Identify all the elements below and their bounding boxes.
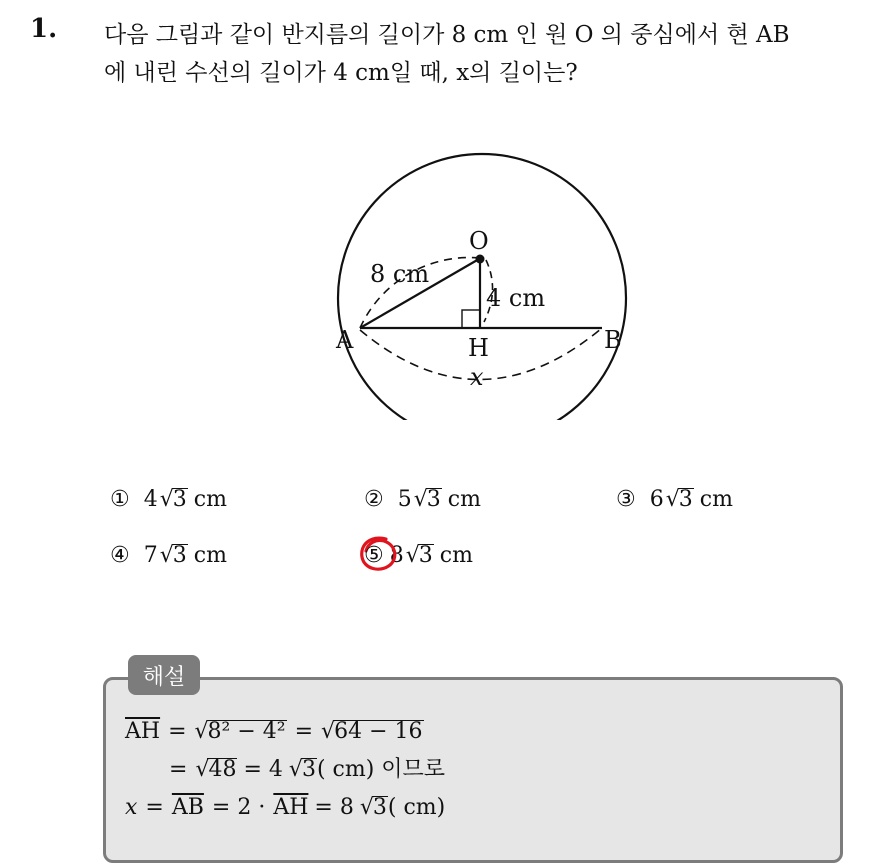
center-point — [476, 255, 485, 264]
choice-coef: 6 — [649, 487, 664, 512]
equals-sign: = — [169, 757, 188, 782]
choice-unit: cm — [193, 543, 227, 568]
solution-tail: ( cm) — [387, 795, 446, 820]
equals-sign: = — [168, 719, 187, 744]
segment-AB: $\overline{AB}$ — [171, 795, 204, 820]
choice-value: 8 √3 cm — [389, 543, 473, 568]
choice-radicand: 3 — [426, 487, 441, 512]
segment-AH: $\overline{AH}$ — [273, 795, 309, 820]
choice-value: 4 √3 cm — [143, 487, 227, 512]
radicand: 8² − 4² — [207, 719, 286, 744]
choice-3[interactable] — [616, 487, 733, 512]
choice-coef: 4 — [143, 487, 158, 512]
label-x: x — [470, 363, 484, 391]
choice-coef: 5 — [397, 487, 412, 512]
question-number: 1. — [30, 14, 58, 44]
label-O: O — [469, 227, 489, 255]
solution-tag: 해설 — [128, 655, 200, 695]
circle-figure — [320, 140, 640, 420]
choice-4[interactable] — [110, 543, 227, 568]
right-angle-mark — [462, 310, 480, 328]
choice-number: ① — [110, 487, 130, 512]
solution-line-3: x = $\overline{AB}$ = 2 · $\overline{AH}$ = 8 √3 ( cm) — [125, 789, 445, 827]
choice-unit: cm — [439, 543, 473, 568]
choice-radicand: 3 — [172, 487, 187, 512]
choice-number: ⑤ — [364, 543, 384, 568]
label-B: B — [604, 326, 622, 354]
choice-unit: cm — [193, 487, 227, 512]
label-height: 4 cm — [486, 284, 546, 312]
choice-value: 7 √3 cm — [143, 543, 227, 568]
choice-number: ④ — [110, 543, 130, 568]
variable-x: x — [125, 795, 138, 820]
label-radius: 8 cm — [370, 260, 430, 288]
equals-sign: = — [145, 795, 164, 820]
segment-AH: $\overline{AH}$ — [125, 719, 161, 744]
choice-unit: cm — [447, 487, 481, 512]
question-line-2: 에 내린 수선의 길이가 4 cm일 때, x의 길이는? — [104, 60, 578, 86]
choice-1[interactable] — [110, 487, 227, 512]
choice-value: 6 √3 cm — [649, 487, 733, 512]
radicand: 3 — [372, 795, 387, 820]
solution-mid: = 4 — [243, 757, 283, 782]
circle-diagram — [320, 140, 640, 420]
choice-number: ② — [364, 487, 384, 512]
choice-5[interactable] — [364, 543, 473, 568]
radicand: 3 — [301, 757, 316, 782]
choice-2[interactable] — [364, 487, 481, 512]
question-text — [104, 16, 874, 92]
solution-content — [125, 713, 445, 827]
choice-radicand: 3 — [172, 543, 187, 568]
solution-line-2: = √48 = 4 √3 ( cm) 이므로 — [125, 751, 445, 789]
equals-sign: = — [294, 719, 314, 744]
choice-number: ③ — [616, 487, 636, 512]
choice-coef: 7 — [143, 543, 158, 568]
choice-coef: 8 — [389, 543, 404, 568]
solution-tail: ( cm) 이므로 — [316, 757, 446, 782]
choice-value: 5 √3 cm — [397, 487, 481, 512]
radicand: 64 − 16 — [334, 719, 423, 744]
solution-mid: = 2 · — [211, 795, 266, 820]
question-line-1: 다음 그림과 같이 반지름의 길이가 8 cm 인 원 O 의 중심에서 현 AB — [104, 22, 790, 48]
solution-line-1: $\overline{AH}$ = √8² − 4² = √64 − 16 — [125, 713, 445, 751]
solution-mid: = 8 — [314, 795, 354, 820]
label-A: A — [336, 326, 354, 354]
choice-radicand: 3 — [418, 543, 433, 568]
choice-unit: cm — [699, 487, 733, 512]
radicand: 48 — [208, 757, 237, 782]
label-H: H — [468, 334, 489, 362]
choice-radicand: 3 — [678, 487, 693, 512]
